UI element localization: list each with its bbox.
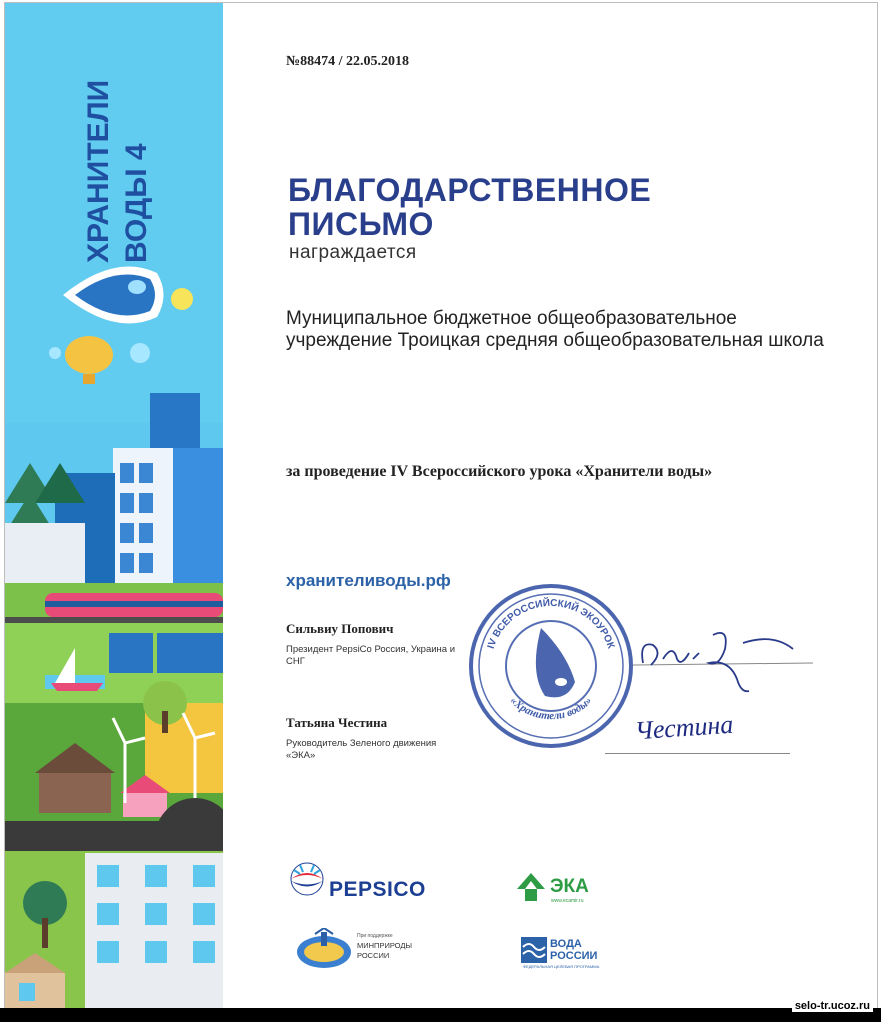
eka-logo-text: ЭКА <box>550 876 589 897</box>
sidebar-title-line2: ВОДЫ 4 <box>120 143 153 263</box>
minprirody-emblem-icon <box>295 928 353 970</box>
voda-rossii-wave-icon <box>521 937 547 963</box>
signatory-1-role: Президент PepsiCo Россия, Украина и СНГ <box>286 644 456 667</box>
document-title: БЛАГОДАРСТВЕННОЕ ПИСЬМО <box>288 172 652 242</box>
sidebar-title-line1: ХРАНИТЕЛИ <box>82 79 115 263</box>
signature-2 <box>605 703 790 763</box>
watermark: selo-tr.ucoz.ru <box>792 1000 873 1012</box>
pepsico-globe-icon <box>290 862 324 896</box>
minprirody-support: При поддержке <box>357 933 393 939</box>
side-illustration <box>5 3 223 1009</box>
signatory-2-role: Руководитель Зеленого движения «ЭКА» <box>286 738 437 761</box>
seal-bottom-text: «Хранители воды» <box>507 694 595 723</box>
eka-site: www.ecamir.ru <box>551 898 584 904</box>
recipient-name: Муниципальное бюджетное общеобразовательное учреждение Троицкая средняя общеобразовательная школа <box>286 308 824 351</box>
signature-line <box>605 753 790 754</box>
signature-1-scribble <box>633 623 818 703</box>
seal-top-text: IV ВСЕРОССИЙСКИЙ ЭКОУРОК <box>485 597 617 651</box>
minprirody-logo-text: МИНПРИРОДЫ РОССИИ <box>357 941 413 960</box>
award-reason: за проведение IV Всероссийского урока «Хранители воды» <box>286 463 713 480</box>
bottom-bar <box>0 1008 881 1022</box>
voda-rossii-logo-text: ВОДА РОССИИ <box>550 938 598 962</box>
document-subtitle: награждается <box>289 242 417 263</box>
website-link[interactable]: хранителиводы.рф <box>286 571 451 590</box>
voda-rossii-sub: ФЕДЕРАЛЬНАЯ ЦЕЛЕВАЯ ПРОГРАММА <box>523 964 600 969</box>
pepsico-logo-text: PEPSICO <box>329 878 426 901</box>
signatory-1-name: Сильвиу Попович <box>286 621 394 636</box>
city-illustration <box>5 3 223 1009</box>
document-number: №88474 / 22.05.2018 <box>286 54 409 69</box>
certificate-page <box>4 2 878 1010</box>
eka-tree-icon <box>515 871 547 903</box>
signatory-2-name: Татьяна Честина <box>286 715 388 730</box>
signature-2-text: Честина <box>634 709 735 746</box>
